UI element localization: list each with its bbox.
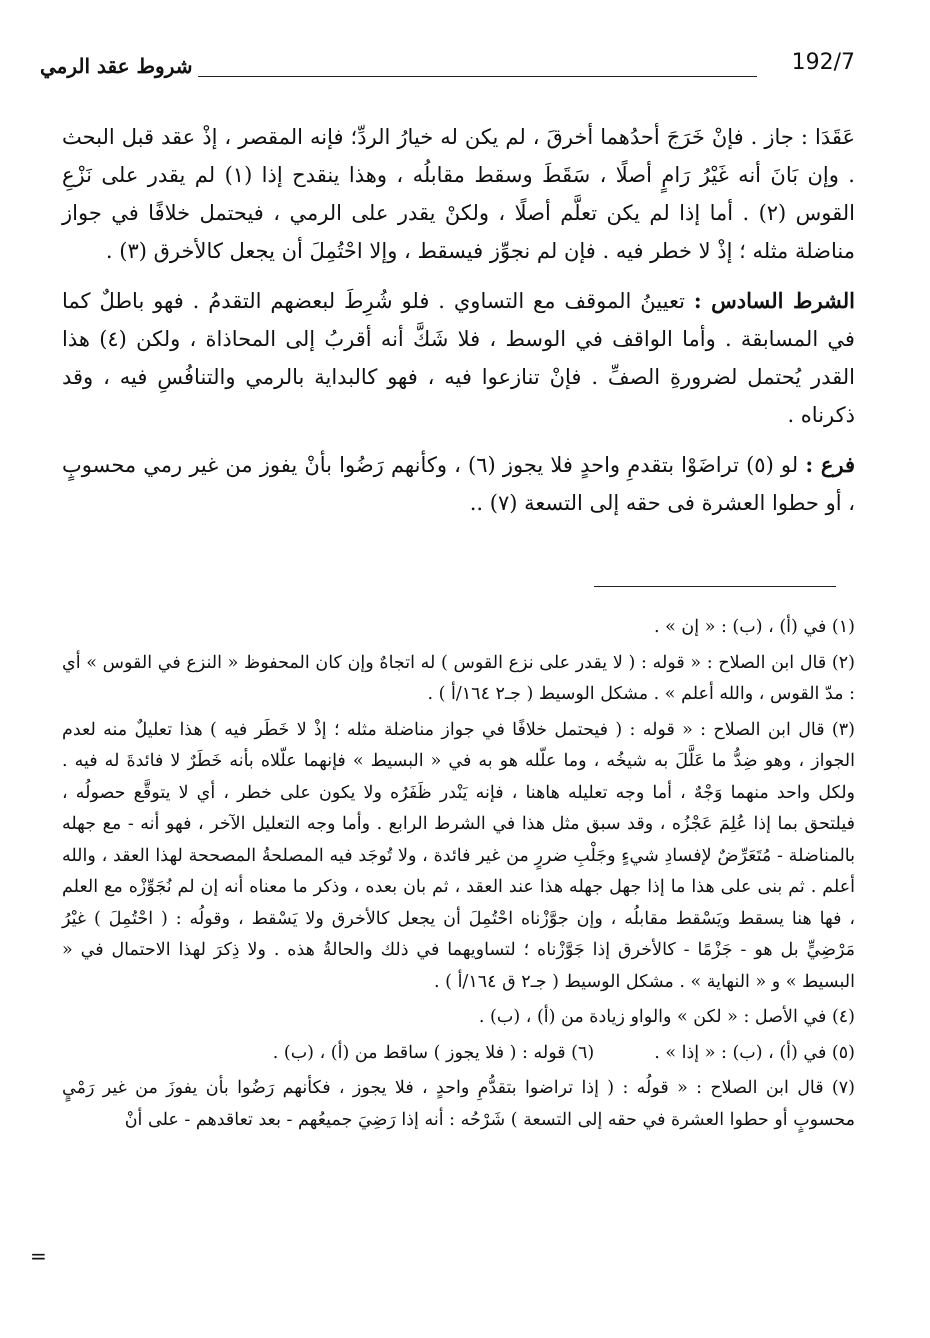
footnote-separator — [594, 586, 836, 587]
paragraph-2-text: تعيينُ الموقف مع التساوي . فلو شُرِطَ لبعضهم التقدمُ . فهو باطلٌ كما في المسابقة . وأما الواقف في الوسط ، فلا شَكَّ أنه أقربُ إلى المحاذاة ، ولكن (٤) هذا القدر يُحتمل لضرورةِ الصفِّ . فإنْ تنازعوا فيه ، فهو كالبداية بالرمي والتنافُسِ فيه ، وقد ذكرناه . — [62, 289, 855, 427]
continuation-mark: = — [30, 1244, 47, 1268]
running-title: شروط عقد الرمي — [40, 54, 193, 78]
paragraph-2-heading: الشرط السادس : — [693, 288, 856, 313]
footnote-7: (٧) قال ابن الصلاح : « قولُه : ( إذا تراضوا بتقدُّمِ واحدٍ ، فلا يجوز ، فكأنهم رَضُوا بأن يفوزَ من غير رَمْيٍ محسوبٍ أو حطوا العشرة في حقه إلى التسعة ) شَرْحُه : أنه إذا رَضِيَ جميعُهم - بعد تعاقدهم - على أنْ — [62, 1078, 855, 1130]
footnote-4: (٤) في الأصل : « لكن » والواو زيادة من (أ) ، (ب) . — [478, 1007, 855, 1027]
footnotes — [62, 612, 855, 1140]
paragraph-2 — [62, 282, 855, 434]
footnote-6: (٦) قوله : ( فلا يجوز ) ساقط من (أ) ، (ب) . — [272, 1042, 595, 1063]
footnote-2: (٢) قال ابن الصلاح : « قوله : ( لا يقدر على نزع القوس ) له اتجاهٌ وإن كان المحفوظ « النزع في القوس » أي : مدّ القوس ، والله أعلم » . مشكل الوسيط ( جـ٢ ١٦٤/أ ) . — [62, 652, 855, 704]
paragraph-3-text: لو (٥) تراضَوْا بتقدمِ واحدٍ فلا يجوز (٦) ، وكأنهم رَضُوا بأنْ يفوز من غير رمي محسوبٍ ، أو حطوا العشرة فى حقه إلى التسعة (٧) .. — [62, 453, 855, 515]
main-text — [62, 118, 855, 534]
footnote-row-5-6 — [62, 1038, 855, 1070]
paragraph-1: عَقَدَا : جاز . فإنْ خَرَجَ أحدُهما أخرقَ ، لم يكن له خيارُ الردِّ؛ فإنه المقصر ، إذْ عقد قبل البحث . وإن بَانَ أنه غَيْرُ رَامٍ أصلًا ، سَقَطَ وسقط مقابلُه ، وهذا ينقدح إذا (١) لم يقدر على نَزْعِ القوس (٢) . أما إذا لم يكن تعلَّم أصلًا ، ولكنْ يقدر على الرمي ، فيحتمل خلافًا في جواز مناضلة مثله ؛ إذْ لا خطر فيه . فإن لم نجوِّز فيسقط ، وإلا احْتُمِلَ أن يجعل كالأخرق (٣) . — [62, 125, 855, 263]
header-rule — [198, 76, 757, 77]
paragraph-3-heading: فرع : — [805, 452, 855, 477]
footnote-3: (٣) قال ابن الصلاح : « قوله : ( فيحتمل خلافًا في جواز مناضلة مثله ؛ إذْ لا خَطَر فيه ) هذا تعليلٌ منه لعدم الجواز ، وهو ضِدُّ ما عَلَّلَ به شيخُه ، وما علّله هو به في « البسيط » فإنهما علّلاه بأنه خَطَرٌ لا فائدةَ له فيه . ولكل واحد منهما وَجْهٌ ، أما وجه تعليله هاهنا ، فإنه يَنْدر ظَفَرُه ولا يكون على خطر ، أي لا يتوقَّع حصولُه ، فيلتحق بما إذا عُلِمَ عَجْزُه ، وقد سبق مثل هذا في الشرط الرابع . وأما وجه التعليل الآخر ، فهو أنه - مع جهله بالمناضلة - مُتَعَرِّضٌ لإفسادِ شيءٍ وجَلْبِ ضررٍ من غير فائدة ، ولا تُوجَد فيه المصلحةُ المصححة لهذا العقد ، والله أعلم . ثم بنى على هذا ما إذا جهل جهله هذا عند العقد ، ثم بان بعده ، وذكر ما معناه أنه إن لم نُجَوِّزْه مع العلم ، فها هنا يسقط ويَسْقط مقابلُه ، وإن جوَّزْناه احْتُمِلَ أن يجعل كالأخرق ولا يَسْقط ، وقولُه : ( احْتُمِلَ ) غيْرُ مَرْضِيٍّ بل هو - جَزْمًا - كالأخرق إذا جَوَّزْناه ؛ لتساويهما في ذلك والحالةُ هذه . ولا ذِكرَ لهذا الاحتمال في « البسيط » و « النهاية » . مشكل الوسيط ( جـ٢ ق ١٦٤/أ ) . — [62, 719, 855, 992]
page-header — [40, 44, 855, 84]
paragraph-3 — [62, 446, 855, 522]
page-number: 192/7 — [791, 50, 855, 75]
footnote-1: (١) في (أ) ، (ب) : « إن » . — [654, 617, 855, 637]
footnote-5: (٥) في (أ) ، (ب) : « إذا » . — [654, 1042, 855, 1063]
